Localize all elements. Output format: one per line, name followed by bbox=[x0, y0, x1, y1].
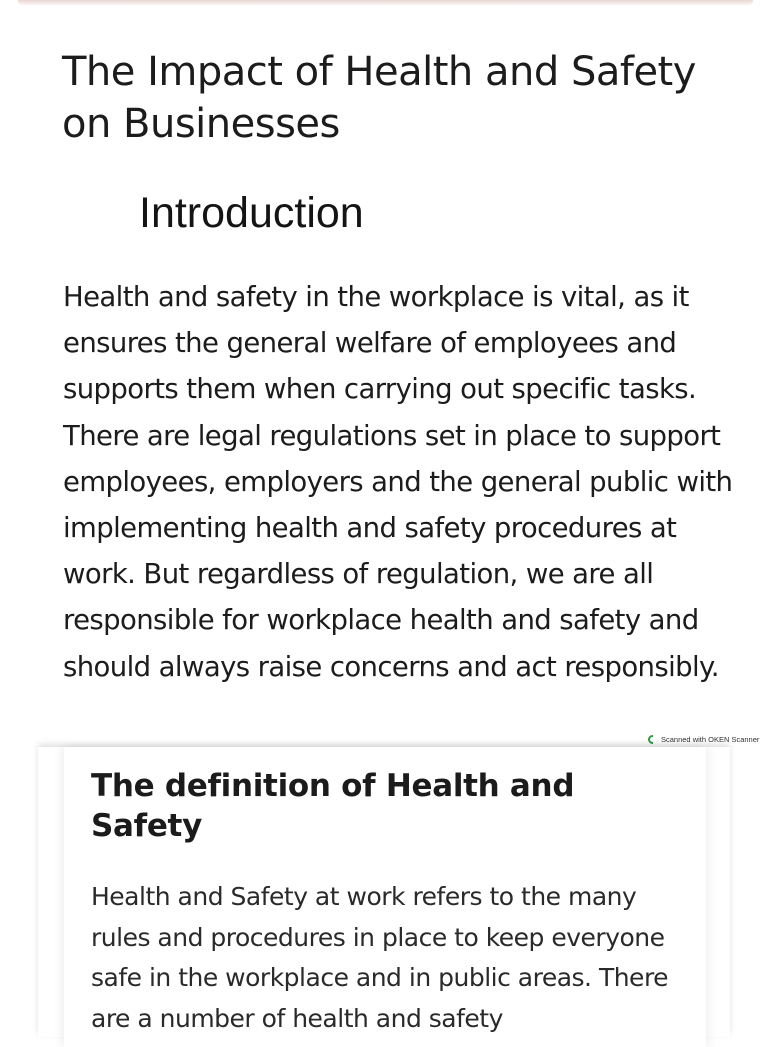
definition-heading: The definition of Health and Safety bbox=[91, 768, 575, 844]
previous-page-edge bbox=[18, 0, 753, 6]
second-page bbox=[38, 747, 730, 1037]
page-title: The Impact of Health and Safety on Businesses bbox=[62, 49, 696, 147]
scanner-watermark-text: Scanned with OKEN Scanner bbox=[661, 734, 760, 744]
scanner-watermark bbox=[648, 733, 759, 745]
scanner-logo-icon bbox=[648, 735, 657, 744]
definition-paragraph: Health and Safety at work refers to the many rules and procedures in place to keep everyone safe in the workplace and in public areas. There are a number of health and safety bbox=[91, 882, 669, 1033]
intro-heading: Introduction bbox=[139, 189, 364, 237]
definition-card bbox=[64, 747, 706, 1047]
intro-paragraph: Health and safety in the workplace is vital, as it ensures the general welfare of employees and supports them when carrying out specific tasks. There are legal regulations set in place to support employees, employers and the general public with implementing health and safety procedures at work. But regardless of regulation, we are all responsible for workplace health and safety and should always raise concerns and act responsibly. bbox=[63, 281, 733, 683]
